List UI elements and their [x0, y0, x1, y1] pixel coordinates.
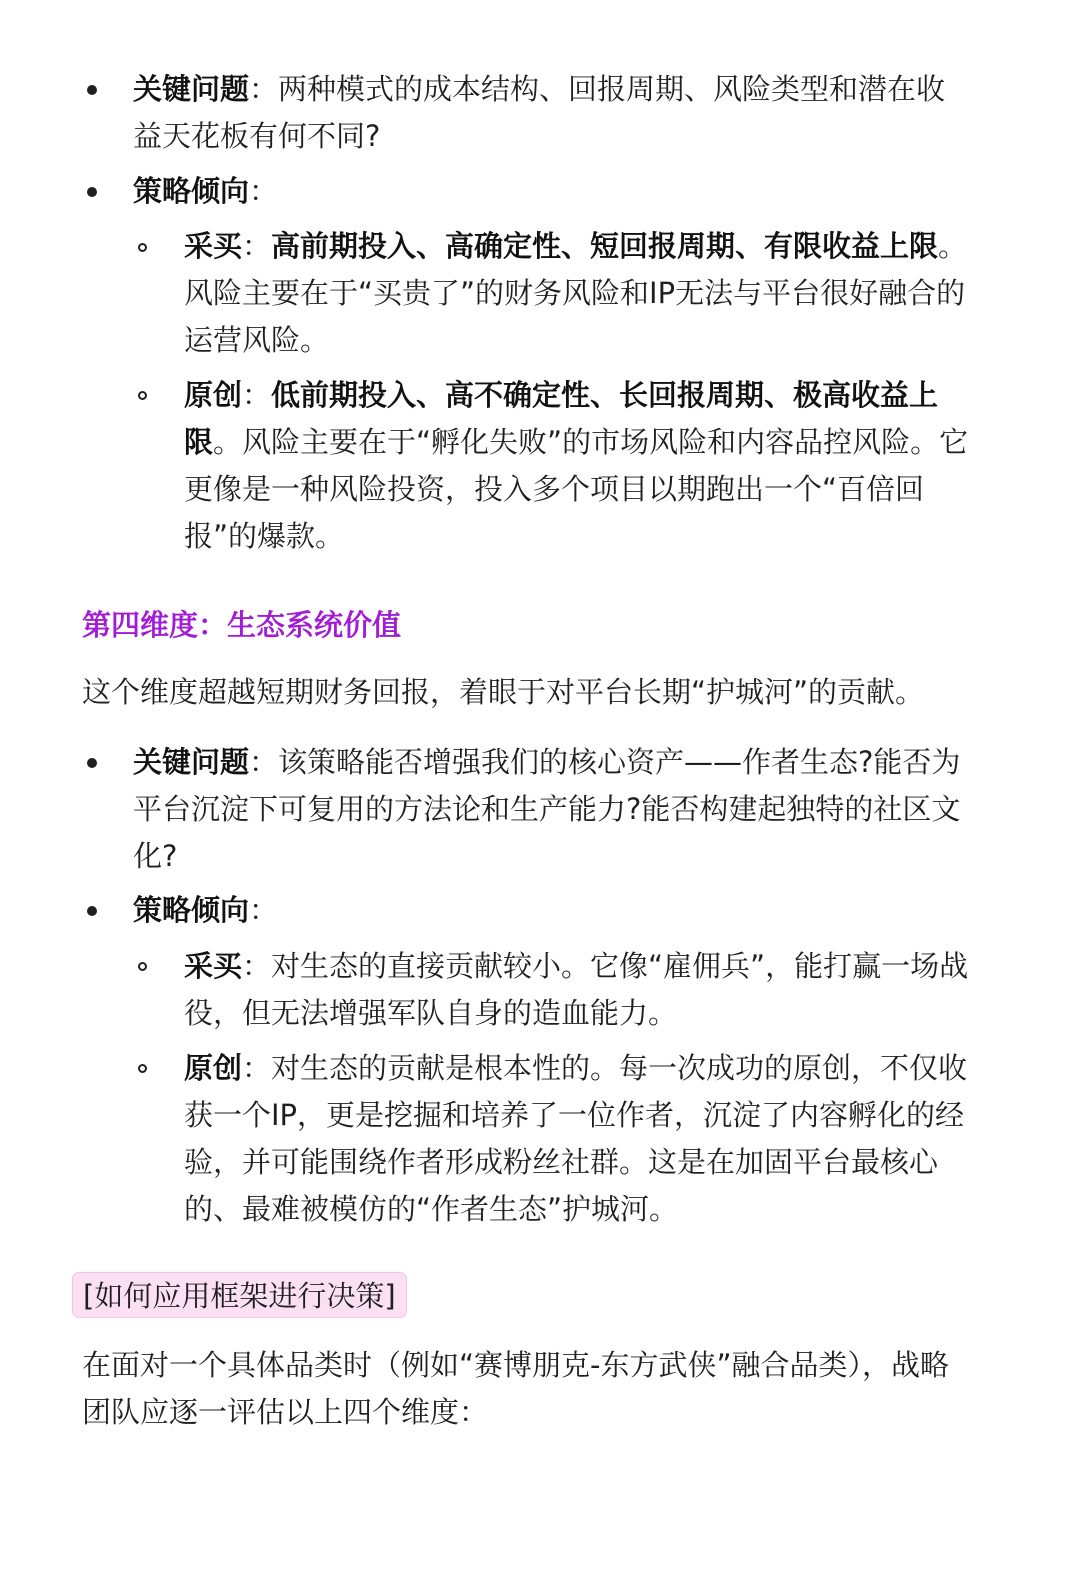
- original-label: 原创: [184, 378, 243, 412]
- bullet-dot: [87, 85, 97, 95]
- bullet-ring: [138, 243, 147, 252]
- original-text: 。风险主要在于“孵化失败”的市场风险和内容品控风险。它更像是一种风险投资，投入多个项目以期跑出一个“百倍回报”的爆款。: [184, 425, 969, 553]
- bullet-ring: [138, 962, 147, 971]
- sub-item-original: 原创：低前期投入、高不确定性、长回报周期、极高收益上限。风险主要在于“孵化失败”的市场风险和内容品控风险。它更像是一种风险投资，投入多个项目以期跑出一个“百倍回报”的爆款。: [184, 378, 969, 553]
- bullet-ring: [138, 391, 147, 400]
- sub-item-original: 原创：对生态的贡献是根本性的。每一次成功的原创，不仅收获一个IP，更是挖掘和培养了一位作者，沉淀了内容孵化的经验，并可能围绕作者形成粉丝社群。这是在加固平台最核心的、最难被模仿的“作者生态”护城河。: [184, 1051, 968, 1226]
- buy-text: 。风险主要在于“买贵了”的财务风险和IP无法与平台很好融合的运营风险。: [184, 229, 968, 357]
- section-heading: 第四维度：生态系统价值: [82, 608, 402, 642]
- list-item-strategy: 策略倾向：: [133, 174, 279, 208]
- strategy-label: 策略倾向: [133, 893, 250, 927]
- list-item-key-question: 关键问题：该策略能否增强我们的核心资产——作者生态?能否为平台沉淀下可复用的方法论和生产能力?能否构建起独特的社区文化?: [133, 745, 961, 873]
- buy-summary: 高前期投入、高确定性、短回报周期、有限收益上限: [271, 229, 939, 263]
- original-text: 对生态的贡献是根本性的。每一次成功的原创，不仅收获一个IP，更是挖掘和培养了一位作者，沉淀了内容孵化的经验，并可能围绕作者形成粉丝社群。这是在加固平台最核心的、最难被模仿的“作者生态”护城河。: [184, 1051, 968, 1226]
- key-question-text: 两种模式的成本结构、回报周期、风险类型和潜在收益天花板有何不同?: [133, 72, 946, 153]
- buy-text: 对生态的直接贡献较小。它像“雇佣兵”，能打赢一场战役，但无法增强军队自身的造血能力。: [184, 949, 969, 1030]
- list-item-key-question: 关键问题：两种模式的成本结构、回报周期、风险类型和潜在收益天花板有何不同?: [133, 72, 946, 153]
- key-question-label: 关键问题: [133, 72, 250, 106]
- bullet-dot: [87, 906, 97, 916]
- key-question-label: 关键问题: [133, 745, 250, 779]
- strategy-label: 策略倾向: [133, 174, 250, 208]
- buy-label: 采买: [184, 949, 243, 983]
- buy-label: 采买: [184, 229, 243, 263]
- section-intro: 这个维度超越短期财务回报，着眼于对平台长期“护城河”的贡献。: [82, 675, 925, 709]
- list-item-strategy: 策略倾向：: [133, 893, 279, 927]
- original-summary: 低前期投入、高不确定性、长回报周期、极高收益上限: [184, 378, 939, 459]
- decision-paragraph: 在面对一个具体品类时（例如“赛博朋克-东方武侠”融合品类），战略团队应逐一评估以上四个维度：: [82, 1348, 950, 1429]
- bullet-dot: [87, 187, 97, 197]
- original-label: 原创: [184, 1051, 243, 1085]
- sub-item-buy: 采买：对生态的直接贡献较小。它像“雇佣兵”，能打赢一场战役，但无法增强军队自身的造血能力。: [184, 949, 969, 1030]
- key-question-text: 该策略能否增强我们的核心资产——作者生态?能否为平台沉淀下可复用的方法论和生产能力?能否构建起独特的社区文化?: [133, 745, 961, 873]
- sub-item-buy: 采买：高前期投入、高确定性、短回报周期、有限收益上限。风险主要在于“买贵了”的财务风险和IP无法与平台很好融合的运营风险。: [184, 229, 968, 357]
- bullet-ring: [138, 1064, 147, 1073]
- highlight-tag: [如何应用框架进行决策]: [72, 1272, 407, 1318]
- bullet-dot: [87, 758, 97, 768]
